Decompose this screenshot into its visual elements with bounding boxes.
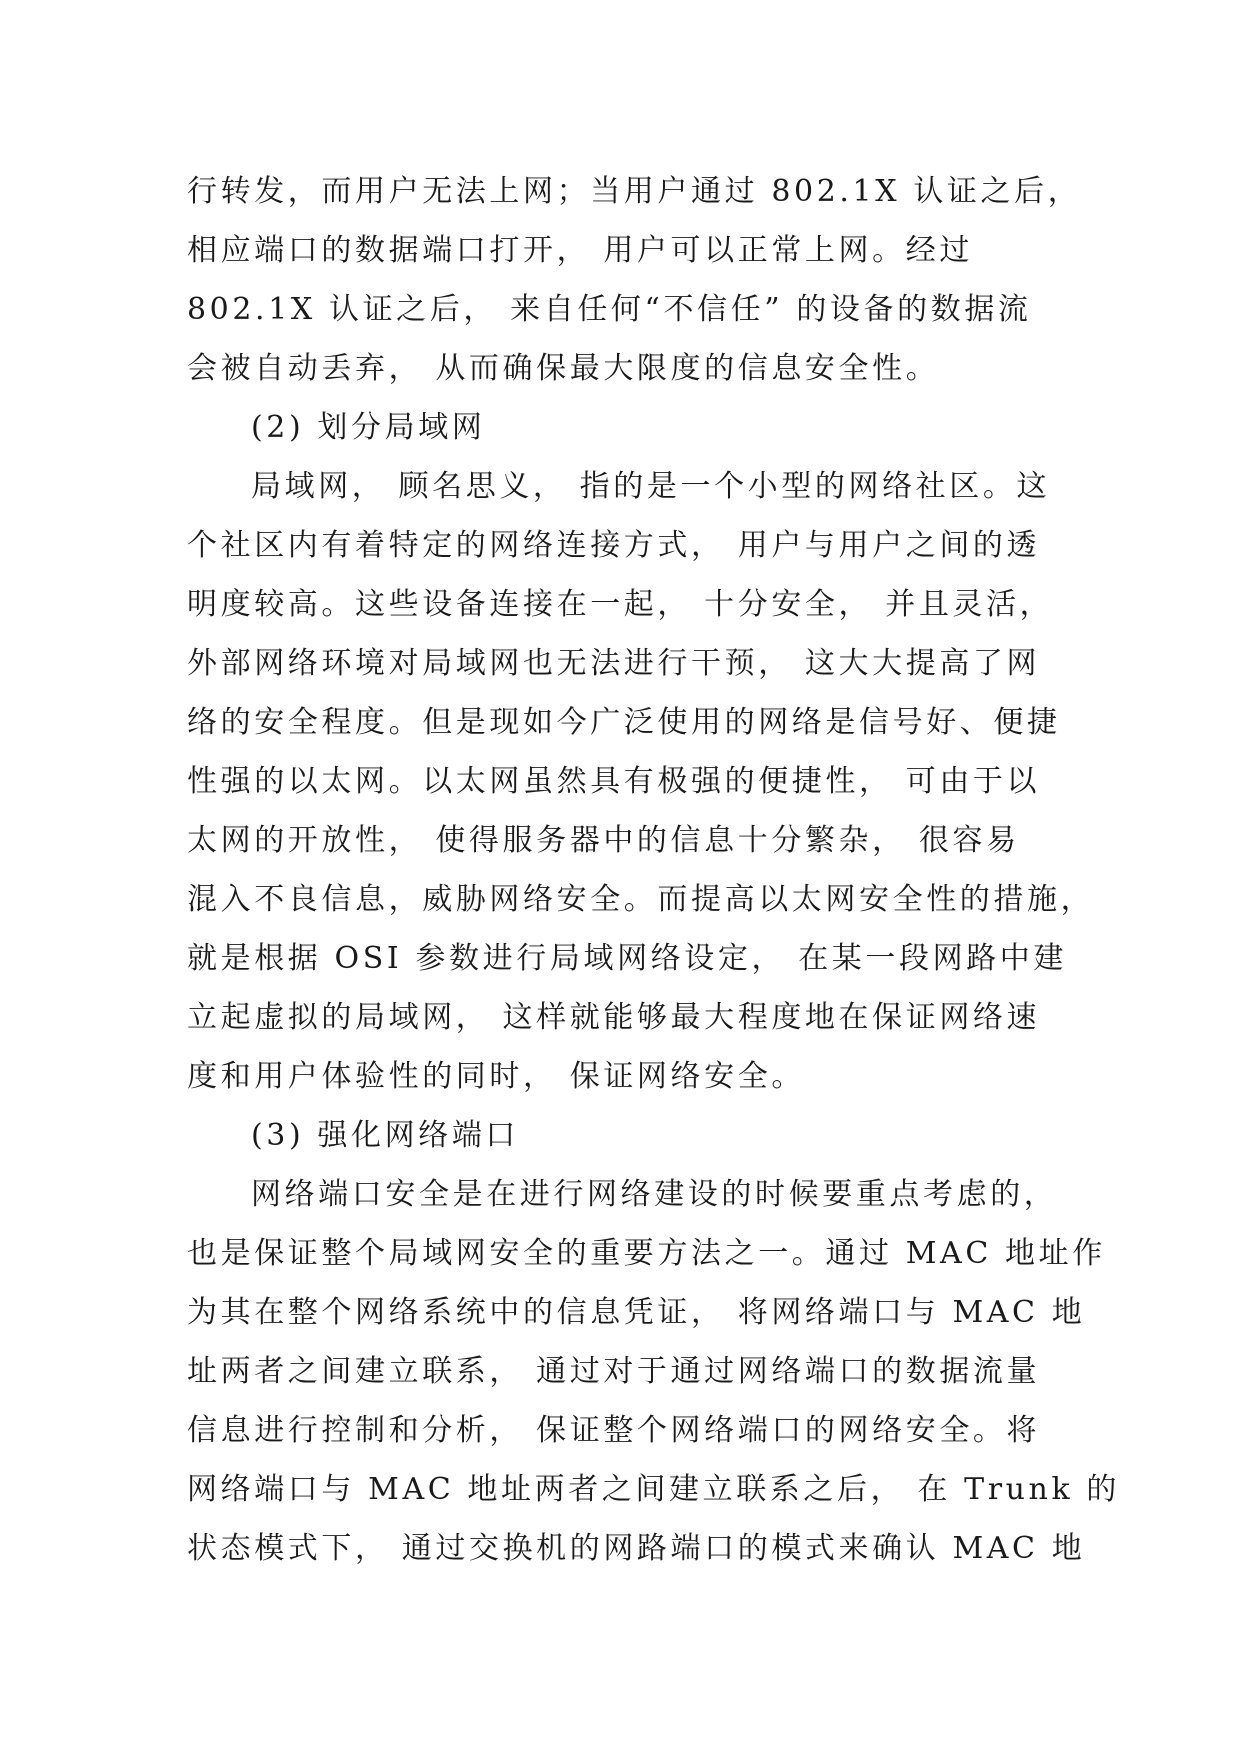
paragraph-line: 立起虚拟的局域网， 这样就能够最大程度地在保证网络速	[187, 1000, 1041, 1035]
paragraph-line: 性强的以太网。以太网虽然具有极强的便捷性， 可由于以	[187, 764, 1041, 799]
paragraph-line: 址两者之间建立联系， 通过对于通过网络端口的数据流量	[187, 1354, 1041, 1389]
paragraph-line: 为其在整个网络系统中的信息凭证， 将网络端口与 MAC 地	[187, 1295, 1086, 1330]
body-text	[187, 162, 1120, 1578]
paragraph-continuation-line: 802.1X 认证之后， 来自任何“不信任” 的设备的数据流	[187, 292, 1032, 327]
paragraph-line: 明度较高。这些设备连接在一起， 十分安全， 并且灵活，	[187, 587, 1054, 622]
paragraph-continuation-line: 行转发，而用户无法上网；当用户通过 802.1X 认证之后，	[187, 174, 1082, 209]
paragraph-line: 信息进行控制和分析， 保证整个网络端口的网络安全。将	[187, 1413, 1041, 1448]
paragraph-line: 就是根据 OSI 参数进行局域网络设定， 在某一段网路中建	[187, 941, 1068, 976]
paragraph-first-line: 网络端口安全是在进行网络建设的时候要重点考虑的，	[251, 1177, 1058, 1212]
paragraph-line: 网络端口与 MAC 地址两者之间建立联系之后， 在 Trunk 的	[187, 1472, 1120, 1507]
section-heading-2: (2) 划分局域网	[251, 410, 486, 445]
paragraph-first-line: 局域网， 顾名思义， 指的是一个小型的网络社区。这	[251, 469, 1051, 504]
paragraph-line: 外部网络环境对局域网也无法进行干预， 这大大提高了网	[187, 646, 1041, 681]
section-heading-3: (3) 强化网络端口	[251, 1118, 520, 1153]
paragraph-continuation-line: 会被自动丢弃， 从而确保最大限度的信息安全性。	[187, 351, 940, 386]
paragraph-line: 状态模式下， 通过交换机的网路端口的模式来确认 MAC 地	[187, 1531, 1086, 1566]
paragraph-line: 混入不良信息，威胁网络安全。而提高以太网安全性的措施，	[187, 882, 1095, 917]
paragraph-line: 太网的开放性， 使得服务器中的信息十分繁杂， 很容易	[187, 823, 1020, 858]
paragraph-line: 度和用户体验性的同时， 保证网络安全。	[187, 1059, 805, 1094]
paragraph-line: 也是保证整个局域网安全的重要方法之一。通过 MAC 地址作	[187, 1236, 1106, 1271]
paragraph-continuation-line: 相应端口的数据端口打开， 用户可以正常上网。经过	[187, 233, 973, 268]
paragraph-line: 个社区内有着特定的网络连接方式， 用户与用户之间的透	[187, 528, 1041, 563]
paragraph-line: 络的安全程度。但是现如今广泛使用的网络是信号好、便捷	[187, 705, 1061, 740]
